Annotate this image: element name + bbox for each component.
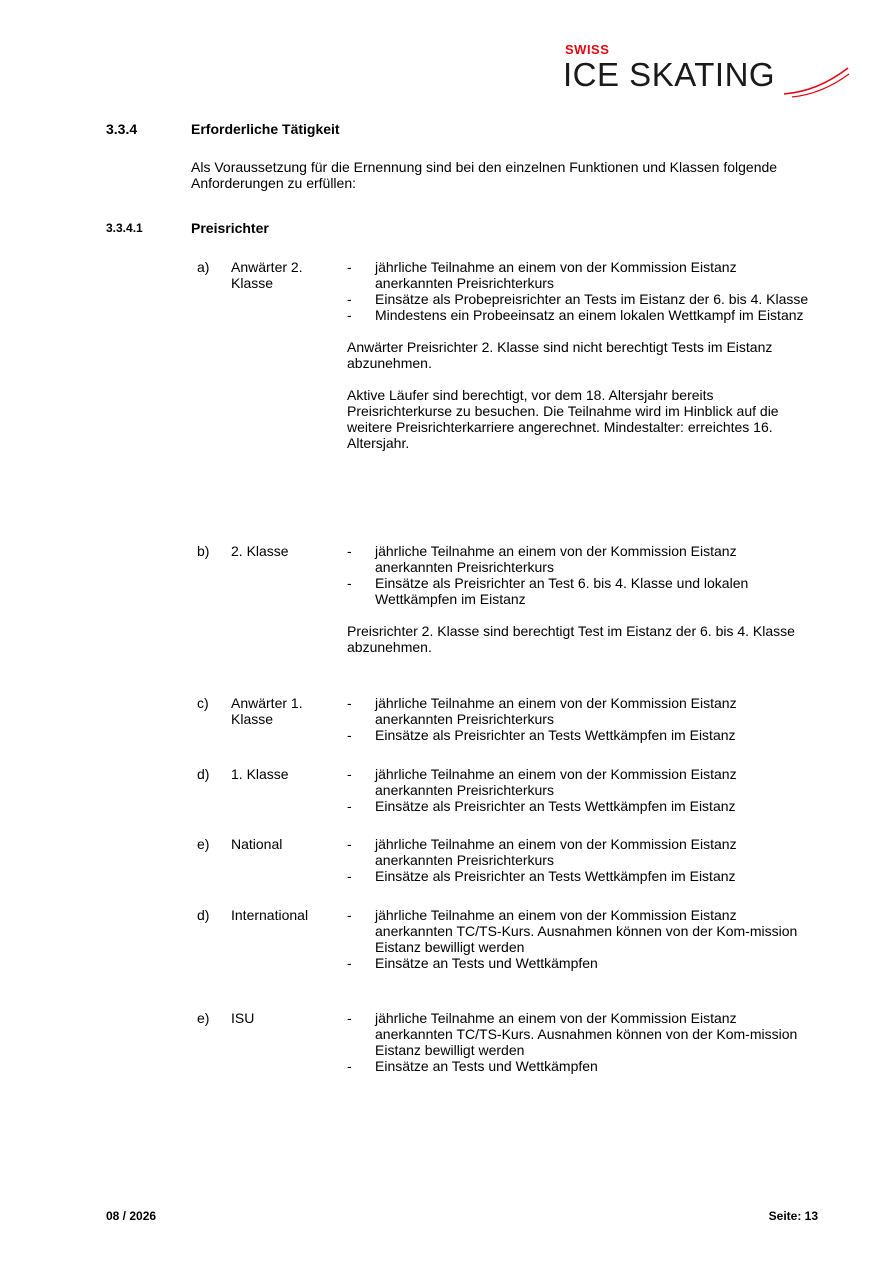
item-letter: b) xyxy=(197,543,210,559)
subsection-number: 3.3.4.1 xyxy=(106,221,143,235)
list-item: - Einsätze als Probepreisrichter an Tests im Eistanz der 6. bis 4. Klasse xyxy=(347,291,809,307)
item-label: International xyxy=(231,907,309,923)
item-letter: d) xyxy=(197,766,210,782)
section-number: 3.3.4 xyxy=(106,121,138,137)
item-body xyxy=(347,836,817,884)
section-intro: Als Voraussetzung für die Ernennung sind bei den einzelnen Funktionen und Klassen folgende Anforderungen zu erfüllen: xyxy=(191,159,778,191)
list-item: - jährliche Teilnahme an einem von der Kommission Eistanz anerkannten Preisrichterkurs xyxy=(347,836,737,868)
item-body xyxy=(347,695,817,743)
list-item: - Mindestens ein Probeeinsatz an einem lokalen Wettkampf im Eistanz xyxy=(347,307,804,323)
item-letter: c) xyxy=(197,695,209,711)
item-letter: a) xyxy=(197,259,210,275)
item-note: Anwärter Preisrichter 2. Klasse sind nicht berechtigt Tests im Eistanz abzunehmen. xyxy=(347,339,773,371)
list-item: - jährliche Teilnahme an einem von der Kommission Eistanz anerkannten TC/TS-Kurs. Ausnahmen können von der Kom-mission Eistanz bewilligt werden xyxy=(347,1010,798,1058)
item-body xyxy=(347,907,817,971)
list-item: - Einsätze als Preisrichter an Tests Wettkämpfen im Eistanz xyxy=(347,727,736,743)
item-label: Anwärter 1. Klasse xyxy=(231,695,303,727)
logo-swoosh-icon xyxy=(782,62,852,102)
list-item: - jährliche Teilnahme an einem von der Kommission Eistanz anerkannten Preisrichterkurs xyxy=(347,695,737,727)
list-item: - Einsätze an Tests und Wettkämpfen xyxy=(347,1058,598,1074)
footer-page-number: Seite: 13 xyxy=(768,1209,818,1223)
logo-swiss-text: SWISS xyxy=(565,42,610,57)
item-body xyxy=(347,766,817,814)
item-label: 1. Klasse xyxy=(231,766,289,782)
item-note: Preisrichter 2. Klasse sind berechtigt Test im Eistanz der 6. bis 4. Klasse abzunehmen. xyxy=(347,623,795,655)
list-item: - Einsätze als Preisrichter an Test 6. bis 4. Klasse und lokalen Wettkämpfen im Eistanz xyxy=(347,575,749,607)
list-item: - jährliche Teilnahme an einem von der Kommission Eistanz anerkannten Preisrichterkurs xyxy=(347,543,737,575)
item-label: 2. Klasse xyxy=(231,543,289,559)
item-label: Anwärter 2. Klasse xyxy=(231,259,303,291)
footer-date: 08 / 2026 xyxy=(106,1209,157,1223)
list-item: - Einsätze an Tests und Wettkämpfen xyxy=(347,955,598,971)
list-item: - jährliche Teilnahme an einem von der Kommission Eistanz anerkannten TC/TS-Kurs. Ausnahmen können von der Kom-mission Eistanz bewilligt werden xyxy=(347,907,798,955)
list-item: - jährliche Teilnahme an einem von der Kommission Eistanz anerkannten Preisrichterkurs xyxy=(347,766,737,798)
item-body xyxy=(347,259,817,451)
item-body xyxy=(347,543,817,655)
item-label: National xyxy=(231,836,283,852)
item-letter: d) xyxy=(197,907,210,923)
list-item: - Einsätze als Preisrichter an Tests Wettkämpfen im Eistanz xyxy=(347,798,736,814)
list-item: - Einsätze als Preisrichter an Tests Wettkämpfen im Eistanz xyxy=(347,868,736,884)
logo-ice-skating-text: ICE SKATING xyxy=(563,56,776,93)
item-letter: e) xyxy=(197,1010,210,1026)
item-note: Aktive Läufer sind berechtigt, vor dem 18. Altersjahr bereits Preisrichterkurse zu besuchen. Die Teilnahme wird im Hinblick auf die weitere Preisrichterkarriere angerechnet. Mindestalter: erreichtes 16. Altersjahr. xyxy=(347,387,779,451)
section-title: Erforderliche Tätigkeit xyxy=(191,121,340,137)
item-label: ISU xyxy=(231,1010,255,1026)
list-item: - jährliche Teilnahme an einem von der Kommission Eistanz anerkannten Preisrichterkurs xyxy=(347,259,737,291)
item-body xyxy=(347,1010,817,1074)
subsection-title: Preisrichter xyxy=(191,220,269,236)
item-letter: e) xyxy=(197,836,210,852)
